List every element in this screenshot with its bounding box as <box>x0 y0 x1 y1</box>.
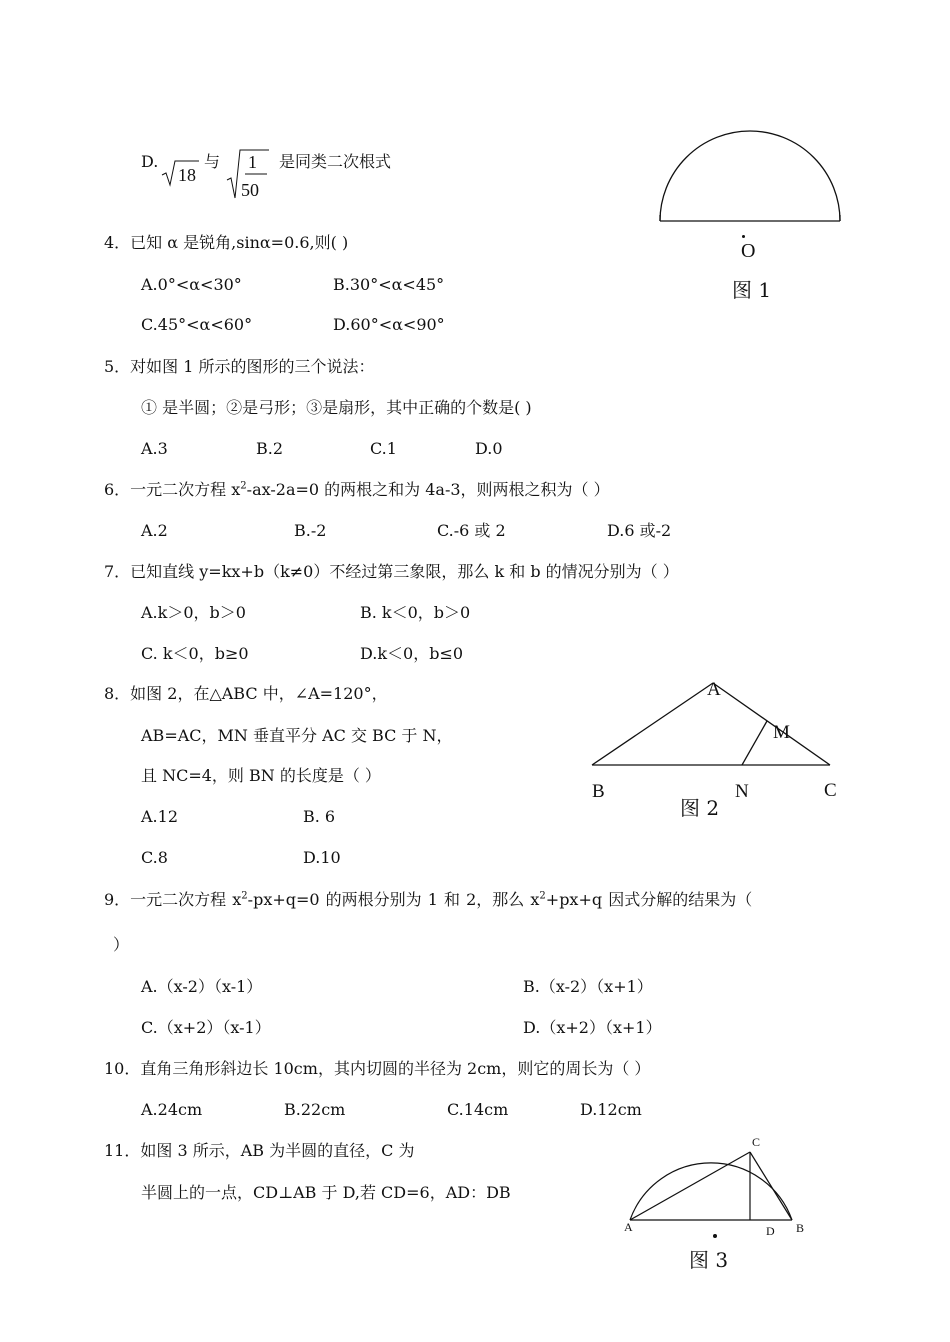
figure-1-caption: 图 1 <box>732 278 772 302</box>
q9-continuation: ） <box>113 935 130 954</box>
semicircle-triangle-drawing <box>620 1130 820 1240</box>
q9-option-c: C.（x+2）（x-1） <box>141 1018 271 1037</box>
q8-line3: 且 NC=4，则 BN 的长度是（ ） <box>141 766 381 785</box>
label-d: D <box>766 1224 775 1238</box>
q10-option-a: A.24cm <box>141 1100 203 1119</box>
superscript: 2 <box>240 480 247 492</box>
center-dot <box>742 235 745 238</box>
q4-option-a: A.0°<α<30° <box>141 275 242 294</box>
option-text: 是同类二次根式 <box>279 152 392 171</box>
q6-option-a: A.2 <box>141 521 168 540</box>
label-a: A <box>707 679 721 700</box>
q4-stem: 4．已知 α 是锐角,sinα=0.6,则( ) <box>104 233 349 252</box>
q9-stem-c: +px+q 因式分解的结果为（ <box>545 890 753 909</box>
figure-2-caption: 图 2 <box>680 796 720 820</box>
label-o: O <box>741 240 756 262</box>
superscript: 2 <box>539 890 546 902</box>
q9-option-b: B.（x-2）（x+1） <box>523 977 653 996</box>
figure-3 <box>620 1130 820 1270</box>
q5-option-d: D.0 <box>475 439 503 458</box>
q10-option-b: B.22cm <box>284 1100 346 1119</box>
fraction-numerator: 1 <box>248 152 257 172</box>
q6-option-c: C.-6 或 2 <box>437 521 506 540</box>
q4-option-d: D.60°<α<90° <box>333 315 445 334</box>
q8-option-a: A.12 <box>141 807 178 826</box>
q5-statements: ① 是半圆；②是弓形；③是扇形，其中正确的个数是( ) <box>141 398 532 417</box>
label-n: N <box>735 781 749 802</box>
q8-line1: 8．如图 2，在△ABC 中，∠A=120°， <box>104 684 388 703</box>
q11-line2: 半圆上的一点，CD⊥AB 于 D,若 CD=6，AD：DB <box>141 1183 511 1202</box>
q7-option-a: A.k＞0，b＞0 <box>141 603 246 622</box>
q6-stem-b: -ax-2a=0 的两根之和为 4a-3，则两根之积为（ ） <box>246 480 610 499</box>
q10-option-c: C.14cm <box>447 1100 509 1119</box>
q8-line2: AB=AC，MN 垂直平分 AC 交 BC 于 N， <box>141 726 453 745</box>
label-b: B <box>796 1221 805 1235</box>
option-label: D. <box>141 152 159 171</box>
center-dot <box>713 1234 717 1238</box>
radicand-18: 18 <box>178 165 196 185</box>
q7-option-c: C. k＜0，b≥0 <box>141 644 249 663</box>
q9-stem-a: 9．一元二次方程 x <box>104 890 242 909</box>
label-m: M <box>773 722 790 743</box>
q5-option-c: C.1 <box>370 439 397 458</box>
q10-stem: 10．直角三角形斜边长 10cm，其内切圆的半径为 2cm，则它的周长为（ ） <box>104 1059 651 1078</box>
q9-option-a: A.（x-2）（x-1） <box>141 977 263 996</box>
q9-option-d: D.（x+2）（x+1） <box>523 1018 662 1037</box>
q8-option-b: B. 6 <box>303 807 336 826</box>
q8-option-c: C.8 <box>141 848 168 867</box>
label-c: C <box>752 1135 761 1149</box>
q5-option-b: B.2 <box>256 439 284 458</box>
q6-stem <box>104 480 610 500</box>
q9-stem-b: -px+q=0 的两根分别为 1 和 2，那么 x <box>247 890 540 909</box>
superscript: 2 <box>241 890 248 902</box>
q6-stem-a: 6．一元二次方程 x <box>104 480 241 499</box>
q6-option-b: B.-2 <box>294 521 327 540</box>
label-c: C <box>824 780 837 801</box>
q8-option-d: D.10 <box>303 848 341 867</box>
q7-option-d: D.k＜0，b≤0 <box>360 644 464 663</box>
connector: 与 <box>204 152 221 171</box>
q7-option-b: B. k＜0，b＞0 <box>360 603 471 622</box>
semicircle-drawing <box>650 125 850 235</box>
q6-option-d: D.6 或-2 <box>607 521 672 540</box>
q7-stem: 7．已知直线 y=kx+b（k≠0）不经过第三象限，那么 k 和 b 的情况分别为（ ） <box>104 562 679 581</box>
label-a: A <box>624 1220 633 1234</box>
figure-2 <box>585 675 845 820</box>
figure-1 <box>650 125 850 305</box>
q4-option-b: B.30°<α<45° <box>333 275 445 294</box>
q4-option-c: C.45°<α<60° <box>141 315 253 334</box>
q5-stem: 5．对如图 1 所示的图形的三个说法： <box>104 357 375 376</box>
q10-option-d: D.12cm <box>580 1100 642 1119</box>
q5-option-a: A.3 <box>141 439 168 458</box>
figure-3-caption: 图 3 <box>689 1248 729 1272</box>
q11-line1: 11．如图 3 所示，AB 为半圆的直径，C 为 <box>104 1141 415 1160</box>
fraction-denominator: 50 <box>241 180 259 200</box>
label-b: B <box>592 781 605 802</box>
q9-stem <box>104 890 752 910</box>
